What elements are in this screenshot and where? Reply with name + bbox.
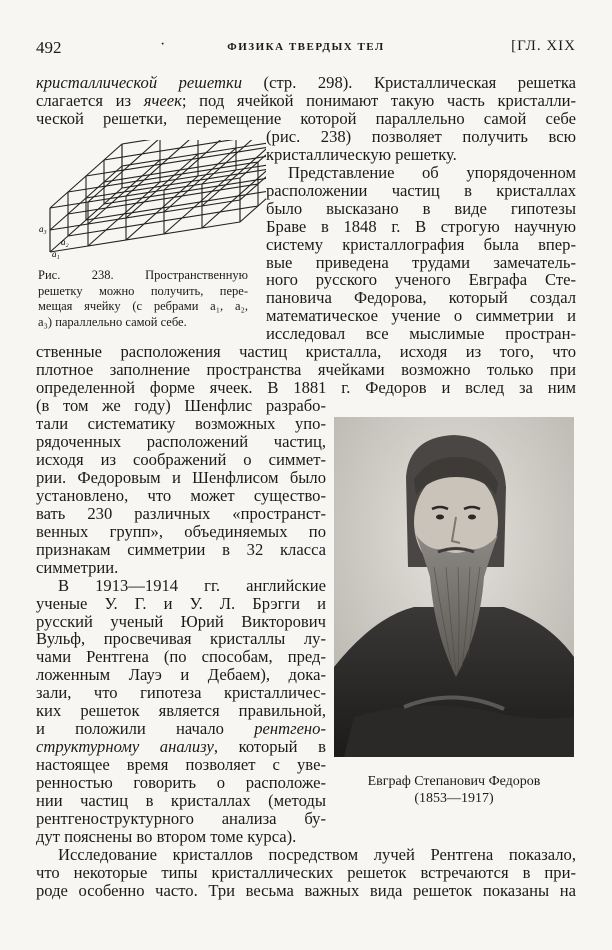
text-line-plain: русский ученый Юрий Викторович (36, 611, 326, 631)
page-number: 492 (36, 38, 62, 57)
text-line-plain: роде особенно часто. Три весьма важных вида решеток показаны на (36, 880, 576, 900)
lattice-figure (36, 140, 266, 270)
text-line-plain: рядоченных расположений частиц, (36, 432, 326, 451)
figure-label-a1: a₁ (52, 249, 60, 259)
text-line-plain: ких решеток является правильной, (36, 701, 326, 721)
text-line-plain: (рис. 238) позволяет получить всю (266, 126, 576, 146)
portrait-caption-years: (1853—1917) (414, 791, 494, 806)
text-line (36, 559, 326, 577)
text-line-plain: чами Рентгена (по способам, пред- (36, 647, 326, 667)
text-line (36, 397, 326, 415)
text-line (36, 415, 326, 433)
text-line (36, 343, 576, 361)
text-line-plain: ренностью говорить о расположе- (36, 773, 326, 793)
text-line-plain: Исследование кристаллов посредством лучей Рентгена показало, (58, 844, 576, 864)
text-line-plain: нии частиц в кристаллах (методы (36, 791, 326, 810)
text-line (36, 738, 326, 756)
text-line-plain: кристаллическую решетку. (266, 144, 457, 164)
text-line (58, 577, 326, 595)
text-line (36, 756, 326, 774)
text-line-plain: дут пояснены во втором томе курса). (36, 826, 297, 846)
text-line (36, 810, 326, 828)
lattice-line (164, 140, 236, 190)
text-line-plain: исследовал все мыслимые простран- (266, 324, 576, 344)
text-line-plain: Браве в 1848 г. В строгую научную (266, 216, 576, 236)
text-line-plain: расположении частиц в кристаллах (266, 180, 576, 200)
portrait-photo (334, 417, 574, 757)
text-line (36, 92, 576, 110)
text-line-plain: ного русского ученого Евграфа Сте- (266, 270, 576, 290)
text-line-plain: математическое учение о симметрии и (266, 306, 576, 326)
text-line (36, 630, 326, 648)
text-line (36, 451, 326, 469)
figure-caption-line: a₃) параллельно самой себе. (38, 314, 187, 329)
text-line-plain: рентгеноструктурного анализа бу- (36, 808, 326, 828)
text-line-tail: , который в (213, 737, 326, 757)
text-line (58, 846, 576, 864)
text-line (266, 200, 576, 218)
text-line (36, 684, 326, 702)
text-line (266, 182, 576, 200)
text-line-plain: вые приведена трудами замечатель- (266, 252, 576, 272)
text-line-plain: Представление об упорядоченном (288, 162, 576, 182)
text-line (36, 882, 576, 900)
text-line (266, 271, 576, 289)
text-line-plain: пановича Федорова, который создал (266, 288, 576, 308)
text-line-plain: ческой решетки, перемещение которой параллельно самой себе (36, 108, 576, 128)
text-line (36, 110, 576, 128)
header-dot: · (160, 36, 166, 53)
figure-caption (38, 268, 248, 330)
text-line (36, 613, 326, 631)
running-title: ФИЗИКА ТВЕРДЫХ ТЕЛ (227, 41, 385, 53)
text-line (36, 433, 326, 451)
chapter-label: [ГЛ. XIX (511, 38, 576, 54)
text-line-plain: установлено, что может существо- (36, 485, 326, 505)
text-line-plain: признакам симметрии в 32 класса (36, 539, 326, 559)
lattice-line (122, 140, 266, 144)
text-line-plain: Вульф, просвечивая кристаллы лу- (36, 629, 326, 649)
text-line (36, 792, 326, 810)
text-line (266, 289, 576, 307)
text-line-plain: В 1913—1914 гг. английские (58, 575, 326, 595)
text-line-plain: систему кристаллография была впер- (266, 234, 576, 254)
figure-caption-line: решетку можно получить, пере- (38, 283, 248, 298)
text-line-plain: венных групп», объединяемых по (36, 521, 326, 541)
text-line-plain: вать 230 различных «пространст- (36, 503, 326, 523)
text-line-plain: настоящее время позволяет с увe- (36, 755, 326, 775)
figure-label-a2: a₂ (61, 237, 69, 247)
portrait-caption-name: Евграф Степанович Федоров (367, 774, 541, 789)
text-line (36, 828, 326, 846)
text-line-plain: ственные расположения частиц кристалла, исходя из того, что (36, 342, 576, 362)
text-line-tail: ; под ячейкой понимают такую часть кристалли- (181, 90, 577, 110)
text-line (266, 307, 576, 325)
text-line-plain: что некоторые типы кристаллических решеток встречаются в при- (36, 862, 576, 882)
text-line (36, 720, 326, 738)
text-line-plain: и положили начало (36, 719, 255, 739)
text-line (266, 128, 576, 146)
text-line (36, 648, 326, 666)
text-line-italic: ячеек (143, 90, 182, 110)
text-line-plain: ложенным Лауэ и Дебаем), дока- (36, 665, 326, 685)
text-line (288, 164, 576, 182)
text-line (36, 666, 326, 684)
text-line (36, 469, 326, 487)
text-line (36, 774, 326, 792)
portrait-caption (336, 773, 572, 807)
text-line-italic: структурному анализу (36, 737, 214, 757)
text-line (36, 361, 576, 379)
text-line (36, 487, 326, 505)
text-line (36, 864, 576, 882)
text-line-plain: определенной форме ячеек. В 1881 г. Федоров и вслед за ним (36, 378, 576, 398)
text-line-plain: рии. Федоровым и Шенфлисом было (36, 467, 326, 487)
text-line-plain: плотное заполнение пространства ячейками возможно только при (36, 360, 576, 380)
text-line (36, 702, 326, 720)
text-line (36, 523, 326, 541)
text-line (266, 218, 576, 236)
page-header (36, 38, 576, 58)
figure-caption-line: мещая ячейку (с ребрами a₁, a₂, (38, 299, 248, 313)
text-line (266, 146, 576, 164)
text-line-plain: ученые У. Г. и У. Л. Брэгги и (36, 593, 326, 613)
text-line-plain: (в том же году) Шенфлис разрабо- (36, 396, 326, 416)
text-line-plain: слагается из (36, 90, 144, 110)
text-line-plain: зали, что гипотеза кристалличес- (36, 683, 326, 703)
figure-label-a3: a₃ (39, 224, 47, 234)
text-line (266, 254, 576, 272)
text-line (36, 541, 326, 559)
text-line-plain: было высказано в виде гипотезы (266, 198, 576, 218)
text-line (36, 595, 326, 613)
text-line (266, 325, 576, 343)
text-line-italic: рентгено- (254, 719, 326, 739)
figure-caption-line: Рис. 238. Пространственную (38, 268, 248, 282)
text-line (36, 74, 576, 92)
text-line-plain: симметрии. (36, 557, 119, 577)
text-line-plain: исходя из соображений о симмет- (36, 449, 326, 469)
text-line (36, 505, 326, 523)
text-line (266, 236, 576, 254)
text-line-plain: тали систематику возможных упо- (36, 414, 326, 434)
text-line (36, 379, 576, 397)
text-line-italic: кристаллической решетки (36, 73, 243, 92)
text-line-tail: (стр. 298). Кристаллическая решетка (242, 73, 577, 92)
